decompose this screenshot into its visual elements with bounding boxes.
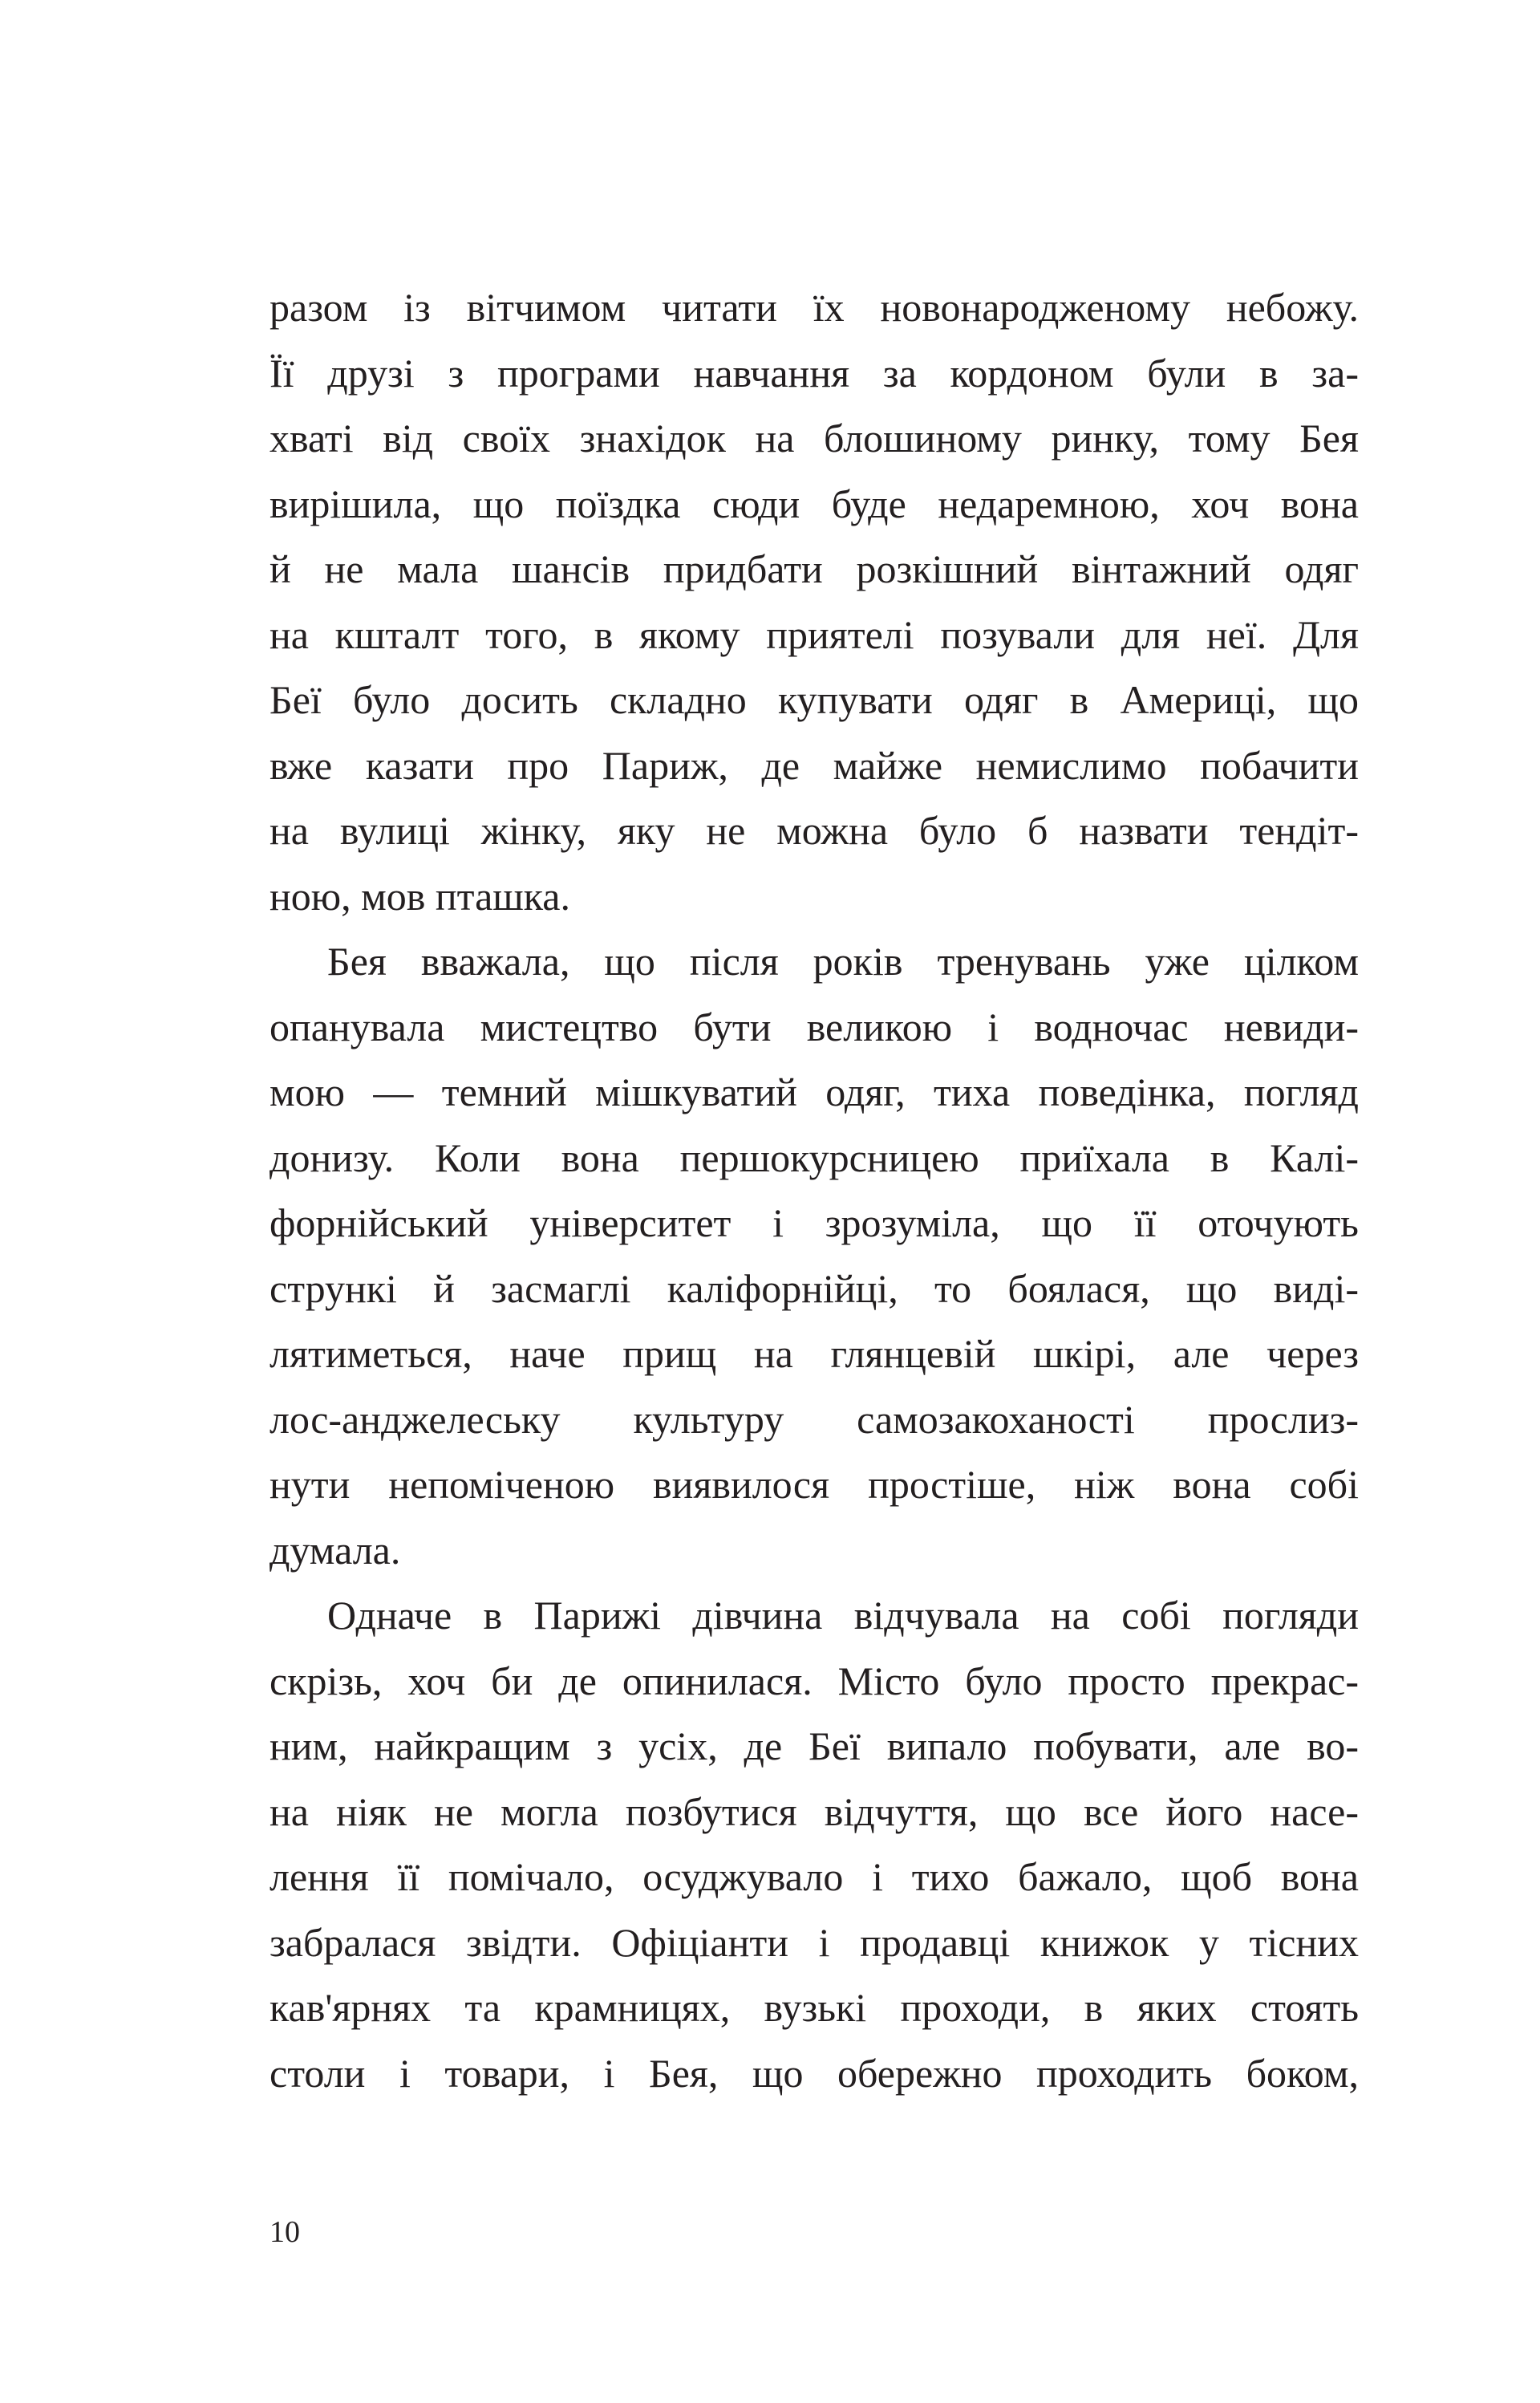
text-line: мою — темний мішкуватий одяг, тиха поведінка, погляд bbox=[270, 1070, 1359, 1114]
page-number: 10 bbox=[270, 2215, 300, 2249]
text-line: на ніяк не могла позбутися відчуття, що все його насе- bbox=[270, 1788, 1359, 1834]
text-line: стрункі й засмаглі каліфорнійці, то боялася, що виді- bbox=[270, 1265, 1359, 1311]
paragraph-3 bbox=[270, 1583, 1359, 2106]
text-line: скрізь, хоч би де опинилася. Місто було просто прекрас- bbox=[270, 1658, 1359, 1703]
text-line: донизу. Коли вона першокурсницею приїхала в Калі- bbox=[270, 1135, 1359, 1180]
text-line: Її друзі з програми навчання за кордоном були в за- bbox=[270, 350, 1359, 396]
text-line: столи і товари, і Бея, що обережно проходить боком, bbox=[270, 2050, 1359, 2096]
text-line: думала. bbox=[270, 1527, 401, 1573]
text-line: на кшталт того, в якому приятелі позували для неї. Для bbox=[270, 611, 1359, 657]
text-line: ним, найкращим з усіх, де Беї випало побувати, але во- bbox=[270, 1723, 1359, 1768]
text-line: Одначе в Парижі дівчина відчувала на собі погляди bbox=[327, 1593, 1359, 1638]
text-line: лос-анджелеську культуру самозакоханості прослиз- bbox=[270, 1396, 1359, 1442]
text-line: форнійський університет і зрозуміла, що її оточують bbox=[270, 1200, 1359, 1245]
text-line: Беї було досить складно купувати одяг в Америці, що bbox=[270, 677, 1359, 722]
paragraph-1 bbox=[270, 275, 1359, 929]
text-line: разом із вітчимом читати їх новонародженому небожу. bbox=[270, 285, 1359, 330]
text-line: Бея вважала, що після років тренувань уже цілком bbox=[327, 939, 1359, 984]
text-line: опанувала мистецтво бути великою і водночас невиди- bbox=[270, 1004, 1359, 1049]
text-line: вирішила, що поїздка сюди буде недаремною, хоч вона bbox=[270, 481, 1359, 526]
text-line: забралася звідти. Офіціанти і продавці книжок у тісних bbox=[270, 1919, 1359, 1965]
text-line: лятиметься, наче прищ на глянцевій шкірі, але через bbox=[270, 1331, 1359, 1376]
text-line: хваті від своїх знахідок на блошиному ринку, тому Бея bbox=[270, 416, 1359, 461]
text-line: на вулиці жінку, яку не можна було б назвати тендіт- bbox=[270, 808, 1359, 853]
text-line: кав'ярнях та крамницях, вузькі проходи, в яких стоять bbox=[270, 1985, 1359, 2030]
body-text bbox=[270, 275, 1359, 2106]
text-line: ною, мов пташка. bbox=[270, 873, 570, 919]
paragraph-2 bbox=[270, 929, 1359, 1583]
text-line: нути непоміченою виявилося простіше, ніж вона собі bbox=[270, 1462, 1359, 1507]
text-line: лення її помічало, осуджувало і тихо бажало, щоб вона bbox=[270, 1854, 1359, 1899]
text-line: й не мала шансів придбати розкішний вінтажний одяг bbox=[270, 546, 1359, 591]
text-line: вже казати про Париж, де майже немислимо побачити bbox=[270, 742, 1359, 788]
